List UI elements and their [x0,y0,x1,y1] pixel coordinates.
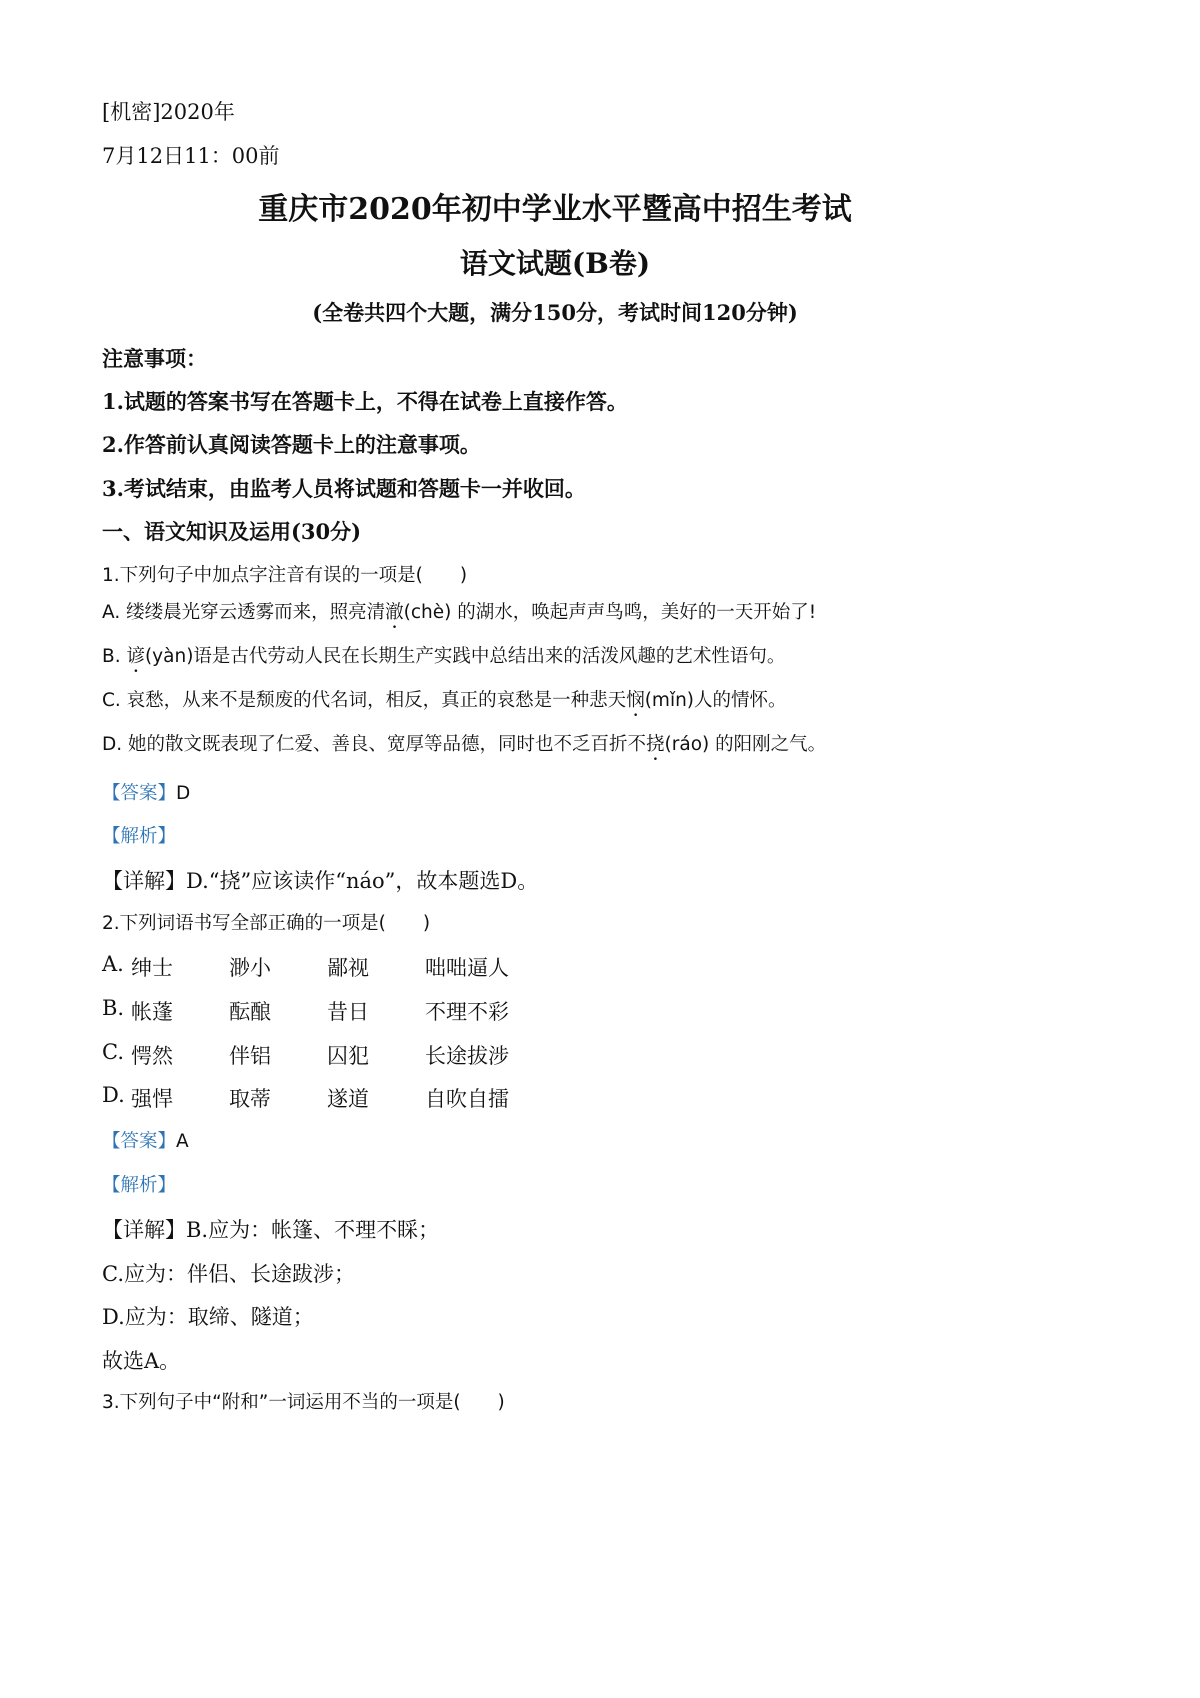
notice-item: 1.试题的答案书写在答题卡上，不得在试卷上直接作答。 [102,389,628,414]
question-stem: 2.下列词语书写全部正确的一项是( ) [102,913,431,934]
option-text: C. 哀愁，从来不是颓废的代名词，相反，真正的哀愁是一种悲天 [102,690,627,711]
detail-text: D.应为：取缔、隧道； [102,1305,314,1329]
answer-line [102,1127,189,1153]
dotted-character: 澈 [385,602,404,623]
question-stem: 3.下列句子中“附和”一词运用不当的一项是( ) [102,1392,505,1413]
confidential-label: [机密]2020年 [102,100,235,124]
word-cell: 囚犯 [327,1044,369,1068]
option-text: (yàn)语是古代劳动人民在长期生产实践中总结出来的活泼风趣的艺术性语句。 [144,646,786,667]
dotted-character: 挠 [646,734,665,755]
analysis-label: 【解析】 [102,1175,177,1196]
analysis-label: 【解析】 [102,826,177,847]
detail-text: C.应为：伴侣、长途跋涉； [102,1262,355,1286]
option-letter: C. [102,1040,124,1064]
detail-text: 故选A。 [102,1349,181,1373]
question-option-b [102,642,785,677]
option-text: D. 她的散文既表现了仁爱、善良、宽厚等品德，同时也不乏百折不 [102,734,647,755]
option-text: (mǐn)人的情怀。 [644,690,787,711]
word-cell: 愕然 [131,1044,173,1068]
question-option-d [102,730,826,765]
exam-title: 重庆市2020年初中学业水平暨高中招生考试 [258,192,852,227]
word-cell: 长途拔涉 [425,1044,509,1068]
answer-line [102,779,190,805]
question-option-c [102,686,787,721]
word-cell: 酝酿 [229,1000,271,1024]
option-letter: D. [102,1083,125,1107]
word-cell: 不理不彩 [425,1000,509,1024]
option-text: A. 缕缕晨光穿云透雾而来，照亮清 [102,602,386,623]
word-cell: 昔日 [327,1000,369,1024]
notice-item: 2.作答前认真阅读答题卡上的注意事项。 [102,432,481,457]
notice-heading: 注意事项： [102,346,207,371]
word-row [0,996,1200,1026]
exam-info: (全卷共四个大题，满分150分，考试时间120分钟) [312,300,798,325]
word-cell: 渺小 [229,956,271,980]
option-letter: A. [102,952,124,976]
option-letter: B. [102,996,125,1020]
word-cell: 绅士 [131,956,173,980]
deadline-label: 7月12日11：00前 [102,144,280,168]
section-heading: 一、语文知识及运用(30分) [102,519,362,544]
option-text: (ráo) 的阳刚之气。 [664,734,827,755]
word-cell: 鄙视 [327,956,369,980]
word-row [0,1083,1200,1113]
answer-value: A [176,1131,189,1152]
dotted-character: 谚 [126,646,145,667]
word-cell: 取蒂 [229,1087,271,1111]
exam-subtitle: 语文试题(B卷) [459,247,651,280]
word-row [0,952,1200,982]
word-cell: 伴铝 [229,1044,271,1068]
word-cell: 咄咄逼人 [425,956,509,980]
detail-text: 【详解】B.应为：帐篷、不理不睬； [102,1218,440,1242]
word-cell: 自吹自擂 [425,1087,509,1111]
answer-label: 【答案】 [102,783,177,804]
word-row [0,1040,1200,1070]
question-stem: 1.下列句子中加点字注音有误的一项是( ) [102,565,468,586]
notice-item: 3.考试结束，由监考人员将试题和答题卡一并收回。 [102,476,586,501]
option-text: B. [102,646,127,667]
answer-value: D [176,783,191,804]
dotted-character: 悯 [626,690,645,711]
word-cell: 帐蓬 [131,1000,173,1024]
question-option-a [102,598,816,633]
word-cell: 遂道 [327,1087,369,1111]
detail-text: 【详解】D.“挠”应该读作“náo”，故本题选D。 [102,869,539,893]
option-text: (chè) 的湖水，唤起声声鸟鸣，美好的一天开始了! [403,602,817,623]
answer-label: 【答案】 [102,1131,177,1152]
word-cell: 强悍 [131,1087,173,1111]
